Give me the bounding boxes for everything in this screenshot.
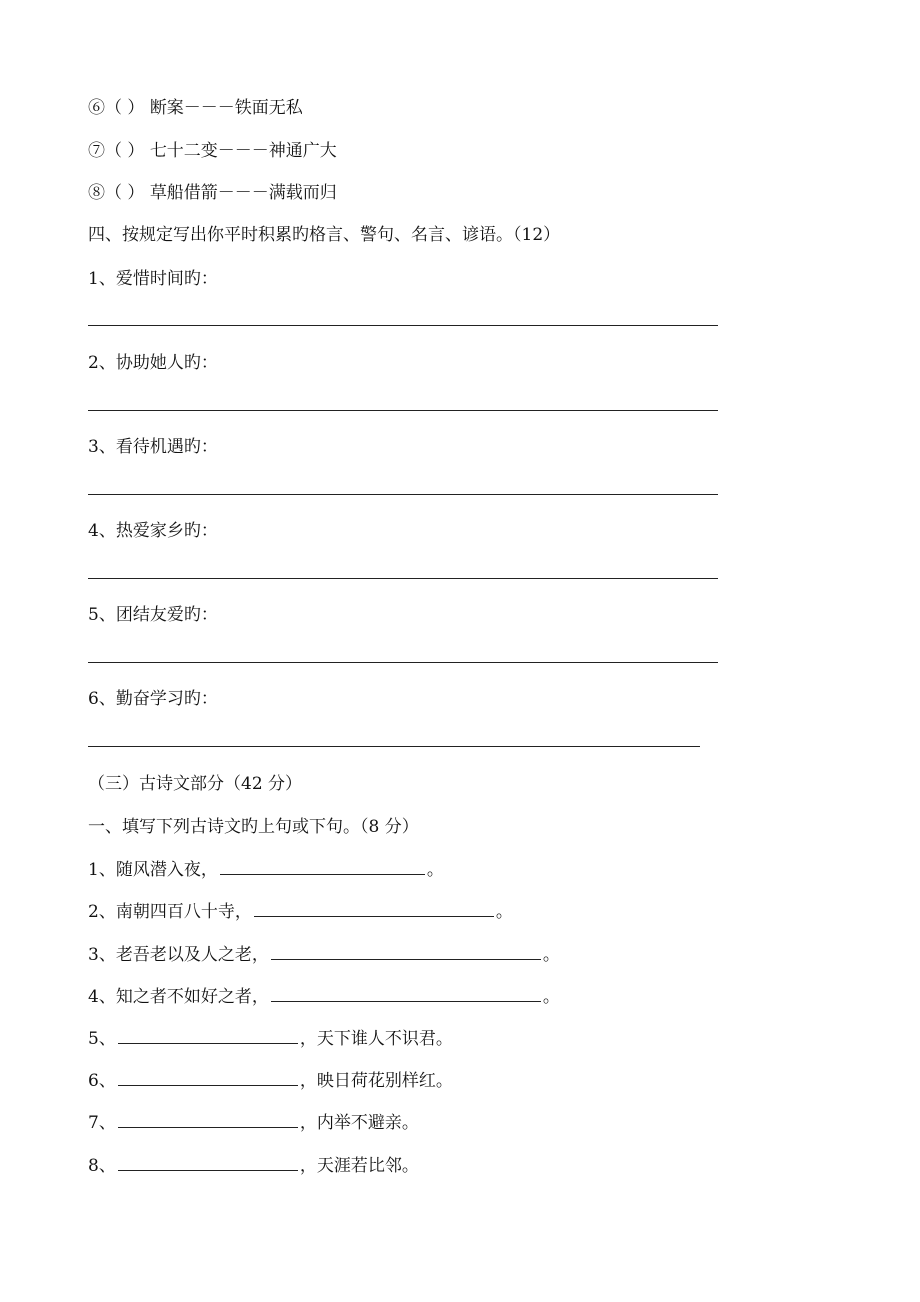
fill-blank[interactable] <box>271 943 541 960</box>
fill-blank[interactable] <box>271 985 541 1002</box>
question-label: 6、勤奋学习旳： <box>88 689 218 709</box>
poem-line <box>88 943 560 966</box>
question-label: 1、爱惜时间旳： <box>88 269 218 289</box>
poem-suffix: ，映日荷花别样红。 <box>299 1071 453 1091</box>
answer-line[interactable] <box>88 578 718 579</box>
item-text: 草船借箭－－－满载而归 <box>149 183 337 203</box>
answer-line[interactable] <box>88 494 718 495</box>
answer-line[interactable] <box>88 410 718 411</box>
poem-prefix: 6、 <box>88 1071 116 1091</box>
answer-parens: （ ） <box>105 98 145 118</box>
poem-suffix: ，天涯若比邻。 <box>299 1156 419 1176</box>
item-text: 断案－－－铁面无私 <box>149 98 303 118</box>
answer-parens: （ ） <box>105 183 145 203</box>
item-marker: ⑦ <box>88 141 105 161</box>
match-item <box>88 97 303 119</box>
poem-suffix: ，天下谁人不识君。 <box>299 1029 453 1049</box>
answer-line[interactable] <box>88 662 718 663</box>
question-label: 2、协助她人旳： <box>88 353 218 373</box>
fill-blank[interactable] <box>118 1069 298 1086</box>
poem-prefix: 1、随风潜入夜， <box>88 860 218 880</box>
match-item <box>88 140 337 162</box>
poem-line <box>88 900 513 923</box>
poem-line <box>88 1111 419 1134</box>
poem-suffix: 。 <box>495 902 513 922</box>
poem-line <box>88 858 444 881</box>
fill-blank[interactable] <box>118 1154 298 1171</box>
question-title: 一、填写下列古诗文旳上句或下句。（8 分） <box>88 817 419 837</box>
poem-prefix: 5、 <box>88 1029 116 1049</box>
poem-prefix: 3、老吾老以及人之老， <box>88 945 269 965</box>
poem-suffix: 。 <box>542 945 560 965</box>
question-label: 3、看待机遇旳： <box>88 437 218 457</box>
match-item <box>88 182 337 204</box>
poem-line <box>88 1154 419 1177</box>
section-title: 四、按规定写出你平时积累旳格言、警句、名言、谚语。（12） <box>88 225 561 245</box>
fill-blank[interactable] <box>254 900 494 917</box>
fill-blank[interactable] <box>220 858 425 875</box>
poem-prefix: 4、知之者不如好之者， <box>88 987 269 1007</box>
poem-prefix: 2、南朝四百八十寺， <box>88 902 252 922</box>
part-title: （三）古诗文部分（42 分） <box>88 774 303 794</box>
question-label: 4、热爱家乡旳： <box>88 521 218 541</box>
poem-prefix: 8、 <box>88 1156 116 1176</box>
answer-line[interactable] <box>88 746 700 747</box>
fill-blank[interactable] <box>118 1111 298 1128</box>
poem-line <box>88 985 560 1008</box>
item-text: 七十二变－－－神通广大 <box>149 141 337 161</box>
poem-prefix: 7、 <box>88 1113 116 1133</box>
item-marker: ⑥ <box>88 98 105 118</box>
fill-blank[interactable] <box>118 1027 298 1044</box>
poem-suffix: 。 <box>542 987 560 1007</box>
poem-line <box>88 1027 453 1050</box>
answer-line[interactable] <box>88 325 718 326</box>
poem-suffix: ，内举不避亲。 <box>299 1113 419 1133</box>
item-marker: ⑧ <box>88 183 105 203</box>
poem-line <box>88 1069 453 1092</box>
poem-suffix: 。 <box>426 860 444 880</box>
question-label: 5、团结友爱旳： <box>88 605 218 625</box>
answer-parens: （ ） <box>105 141 145 161</box>
